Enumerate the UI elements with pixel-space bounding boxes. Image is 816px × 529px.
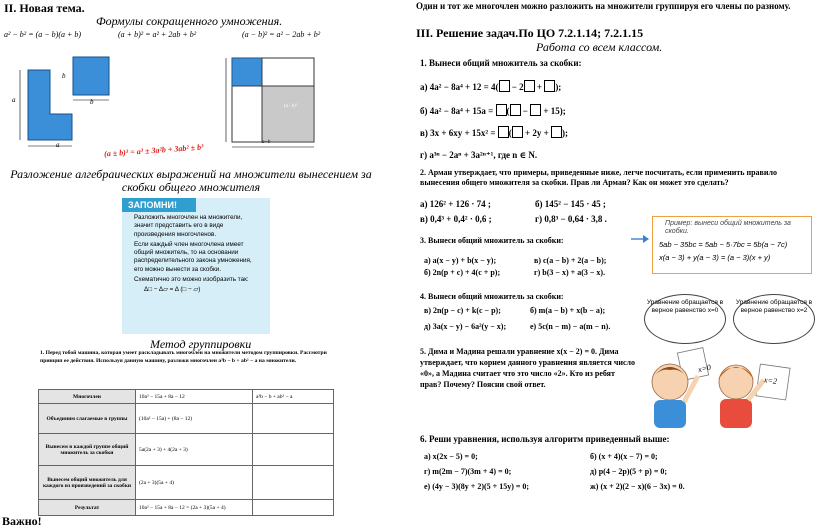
section-heading-problems [416, 26, 643, 41]
answer-box[interactable] [544, 80, 555, 92]
section-heading-problems-bold: III. Решение задач. [416, 26, 519, 40]
task2-d: г) 0,8³ − 0,64 · 3,8 . [535, 214, 607, 224]
label-b-vertical: b [62, 72, 66, 80]
label-a-vertical: a [12, 96, 16, 104]
table-row [39, 434, 334, 466]
grouping-task: 1. Перед тобой машина, которая умеет раскладывать многочлен на множители методом группировки. Рассмотри принцип ее действия. Используя данную машину, разложи многочлен a³b − b + ab² − a на множители. [40, 350, 327, 364]
table-header-cell: Объединим слагаемые в группы [39, 404, 136, 434]
task1-c: в) 3x + 6xy + 15x² = ( + 2y + ); [420, 128, 568, 138]
diff-squares-diagram [10, 52, 130, 152]
answer-box[interactable] [510, 104, 521, 116]
card-x2: x=2 [763, 375, 778, 386]
formula-square-diff: (a − b)² = a² − 2ab + b² [242, 30, 321, 39]
table-cell: (2a + 3)(5a + 4) [136, 466, 253, 500]
task4-title: 4. Вынеси общий множитель за скобки: [420, 292, 564, 301]
intro-text: Один и тот же многочлен можно разложить на множители группируя его члены по разному. [416, 1, 791, 11]
class-work-label: Работа со всем классом. [536, 40, 663, 54]
cube-formula: (a ± b)³ = a³ ± 3a²b + 3ab² ± b³ [103, 142, 204, 159]
task4-a: в) 2n(p − c) + k(c − p); [424, 306, 501, 315]
task6-b: б) (x + 4)(x − 7) = 0; [590, 452, 658, 461]
table-header-cell: Вынесем общий множитель для каждого из произведений за скобки [39, 466, 136, 500]
grouping-machine-table [38, 389, 334, 516]
formula-square-sum: (a + b)² = a² + 2ab + b² [118, 30, 197, 39]
important-label: Важно! [2, 514, 42, 528]
table-cell: (10a² − 15a) + (8a − 12) [136, 404, 253, 434]
table-cell-exercise[interactable] [253, 500, 334, 516]
table-row [39, 404, 334, 434]
task6-c: г) m(2m − 7)(3m + 4) = 0; [424, 467, 512, 476]
formulas-title: Формулы сокращенного умножения. [96, 14, 283, 28]
answer-box[interactable] [512, 126, 523, 138]
example-box [652, 216, 812, 274]
answer-box[interactable] [524, 80, 535, 92]
speech-bubble-dima: Уравнение обращается в верное равенство x=0 [644, 294, 726, 344]
remember-box-title: ЗАПОМНИ! [122, 198, 196, 212]
task1-a: а) 4a² − 8a⁴ + 12 = 4( − 2 + ); [420, 82, 562, 92]
task2-a: а) 126² + 126 · 74 ; [420, 199, 491, 209]
task6-f: ж) (x + 2)(2 − x)(6 − 3x) = 0. [590, 482, 685, 491]
task1-c-text: в) 3x + 6xy + 15x² = [420, 128, 496, 138]
task6-title: 6. Реши уравнения, используя алгоритм приведенный выше: [420, 434, 670, 444]
section-heading-new-topic: II. Новая тема. [4, 1, 85, 15]
table-row [39, 390, 334, 404]
task1-a-text: а) 4a² − 8a⁴ + 12 = 4 [420, 82, 496, 92]
card-x0: x=0 [697, 362, 712, 375]
label-a-minus-b: a−b [262, 140, 271, 145]
label-a-minus-b-squared: (a−b)² [284, 104, 298, 109]
table-cell-exercise: a³b − b + ab² − a [253, 390, 334, 404]
answer-box[interactable] [496, 104, 507, 116]
square-diff-diagram [222, 54, 322, 150]
factoring-title: Разложение алгебраических выражений на множители вынесением за скобки общего множителя [10, 167, 372, 194]
remember-box [122, 198, 270, 334]
remember-scheme: Δ□ − Δ▱ = Δ (□ − ▱) [144, 286, 201, 294]
task1-b: б) 4a² − 8a⁴ + 15a = ( − + 15); [420, 106, 566, 116]
example-line-1: 5ab − 35bc = 5ab − 5·7bc = 5b(a − 7c) [659, 240, 788, 249]
task4-d: е) 5c(n − m) − a(m − n). [530, 322, 611, 331]
children-illustration [640, 336, 816, 430]
table-header-cell: Многочлен [39, 390, 136, 404]
answer-box[interactable] [530, 104, 541, 116]
table-cell-exercise[interactable] [253, 466, 334, 500]
speech-bubble-madina: Уравнение обращается в верное равенство x=2 [733, 294, 815, 344]
label-b-horizontal: b [90, 98, 94, 106]
grouping-method-title: Метод группировки [150, 337, 252, 351]
task2-c: в) 0,4³ + 0,4² · 0,6 ; [420, 214, 492, 224]
task3-d: г) b(3 − x) + a(3 − x). [534, 268, 606, 277]
task6-e: е) (4y − 3)(8y + 2)(5 + 15y) = 0; [424, 482, 530, 491]
table-row [39, 466, 334, 500]
task4-b: б) m(a − b) + x(b − a); [530, 306, 606, 315]
table-cell-exercise[interactable] [253, 404, 334, 434]
task6-a: а) x(2x − 5) = 0; [424, 452, 478, 461]
section-heading-problems-codes: По ЦО 7.2.1.14; 7.2.1.15 [518, 26, 644, 40]
example-line-2: x(a − 3) + y(a − 3) = (a − 3)(x + y) [659, 253, 771, 262]
task3-a: а) a(x − y) + b(x − y); [424, 256, 497, 265]
task1-b-text: б) 4a² − 8a⁴ + 15a = [420, 106, 494, 116]
arrow-right-icon [630, 234, 650, 244]
table-header-cell: Результат [39, 500, 136, 516]
table-cell: 10a² − 15a + 8a − 12 [136, 390, 253, 404]
formula-diff-squares: a² − b² = (a − b)(a + b) [4, 30, 82, 39]
task2-text: 2. Арман утверждает, что примеры, приведенные ниже, легче посчитать, если применить правило вынесения общего множителя за скобки. Прав ли Арман? Как он может это сделать? [420, 168, 777, 187]
remember-text-3: Схематично это можно изобразить так: [134, 276, 249, 284]
task1-title: 1. Вынеси общий множитель за скобки: [420, 58, 582, 68]
table-cell: 5a(2a + 3) + 4(2a + 3) [136, 434, 253, 466]
task5-text: 5. Дима и Мадина решали уравнение x(x − 2) = 0. Дима утверждает, что корнем данного уравнения является число «0», а Мадина считает что это число «2». Кто из ребят прав? Почему? Поясни свой ответ. [420, 347, 636, 389]
task4-c: д) 3a(x − y) − 6a²(y − x); [424, 322, 507, 331]
task3-c: б) 2n(p + c) + 4(c + p); [424, 268, 501, 277]
table-row [39, 500, 334, 516]
task1-d: г) a³ⁿ − 2aⁿ + 3a²ⁿ⁺¹, где n ∈ N. [420, 150, 538, 160]
answer-box[interactable] [551, 126, 562, 138]
table-cell-exercise[interactable] [253, 434, 334, 466]
table-header-cell: Вынесем в каждой группе общий множитель за скобки [39, 434, 136, 466]
label-a-horizontal: a [56, 141, 60, 149]
remember-text-1: Разложить многочлен на множители, значит представить его в виде произведения многочленов. [134, 214, 243, 238]
remember-text-2: Если каждый член многочлена имеет общий множитель, то на основании распределительного закона умножения, его можно вынести за скобки. [134, 240, 252, 273]
answer-box[interactable] [499, 80, 510, 92]
task3-b: в) c(a − b) + 2(a − b); [534, 256, 607, 265]
task2-b: б) 145² − 145 · 45 ; [535, 199, 606, 209]
task6-d: д) p(4 − 2p)(5 + p) = 0; [590, 467, 668, 476]
table-cell: 10a² − 15a + 8a − 12 = (2a + 3)(5a + 4) [136, 500, 253, 516]
example-title: Пример: вынеси общий множитель за скобки. [665, 220, 791, 235]
task3-title: 3. Вынеси общий множитель за скобки: [420, 236, 564, 245]
answer-box[interactable] [498, 126, 509, 138]
